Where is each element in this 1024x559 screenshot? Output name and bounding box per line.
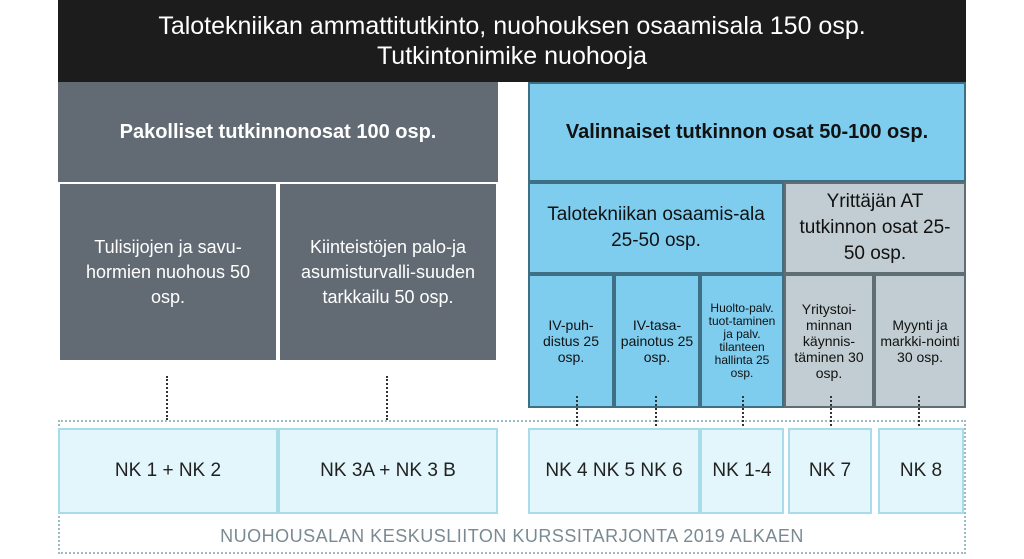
diagram-title <box>58 0 966 82</box>
course-nk1-4: NK 1-4 <box>700 428 784 514</box>
title-line-2: Tutkintonimike nuohooja <box>376 42 648 70</box>
course-nk7: NK 7 <box>788 428 872 514</box>
unit-ventilation-cleaning: IV-puh-distus 25 osp. <box>528 274 614 408</box>
course-nk1-nk2: NK 1 + NK 2 <box>58 428 278 514</box>
connector-nk1 <box>166 376 168 420</box>
entrepreneur-heading: Yrittäjän AT tutkinnon osat 25-50 osp. <box>784 182 966 274</box>
title-line-1: Talotekniikan ammattitutkinto, nuohouksen osaamisala 150 osp. <box>158 12 866 40</box>
unit-sales-marketing: Myynti ja markki-nointi 30 osp. <box>874 274 966 408</box>
connector-nk3 <box>386 376 388 420</box>
mandatory-heading: Pakolliset tutkinnonosat 100 osp. <box>58 82 498 182</box>
optional-heading: Valinnaiset tutkinnon osat 50-100 osp. <box>528 82 966 182</box>
mandatory-unit-fire-safety: Kiinteistöjen palo-ja asumisturvalli-suuden tarkkailu 50 osp. <box>278 182 498 362</box>
unit-business-startup: Yritystoi-minnan käynnis-täminen 30 osp. <box>784 274 874 408</box>
unit-ventilation-balancing: IV-tasa-painotus 25 osp. <box>614 274 700 408</box>
course-nk8: NK 8 <box>878 428 964 514</box>
course-offering-footer: NUOHOUSALAN KESKUSLIITON KURSSITARJONTA 2019 ALKAEN <box>220 526 804 546</box>
unit-maintenance-service: Huolto-palv. tuot-taminen ja palv. tilanteen hallinta 25 osp. <box>700 274 784 408</box>
mandatory-unit-chimney-sweeping: Tulisijojen ja savu-hormien nuohous 50 osp. <box>58 182 278 362</box>
building-services-heading: Talotekniikan osaamis-ala 25-50 osp. <box>528 182 784 274</box>
course-nk3a-nk3b: NK 3A + NK 3 B <box>278 428 498 514</box>
course-nk4-nk5-nk6: NK 4 NK 5 NK 6 <box>528 428 700 514</box>
